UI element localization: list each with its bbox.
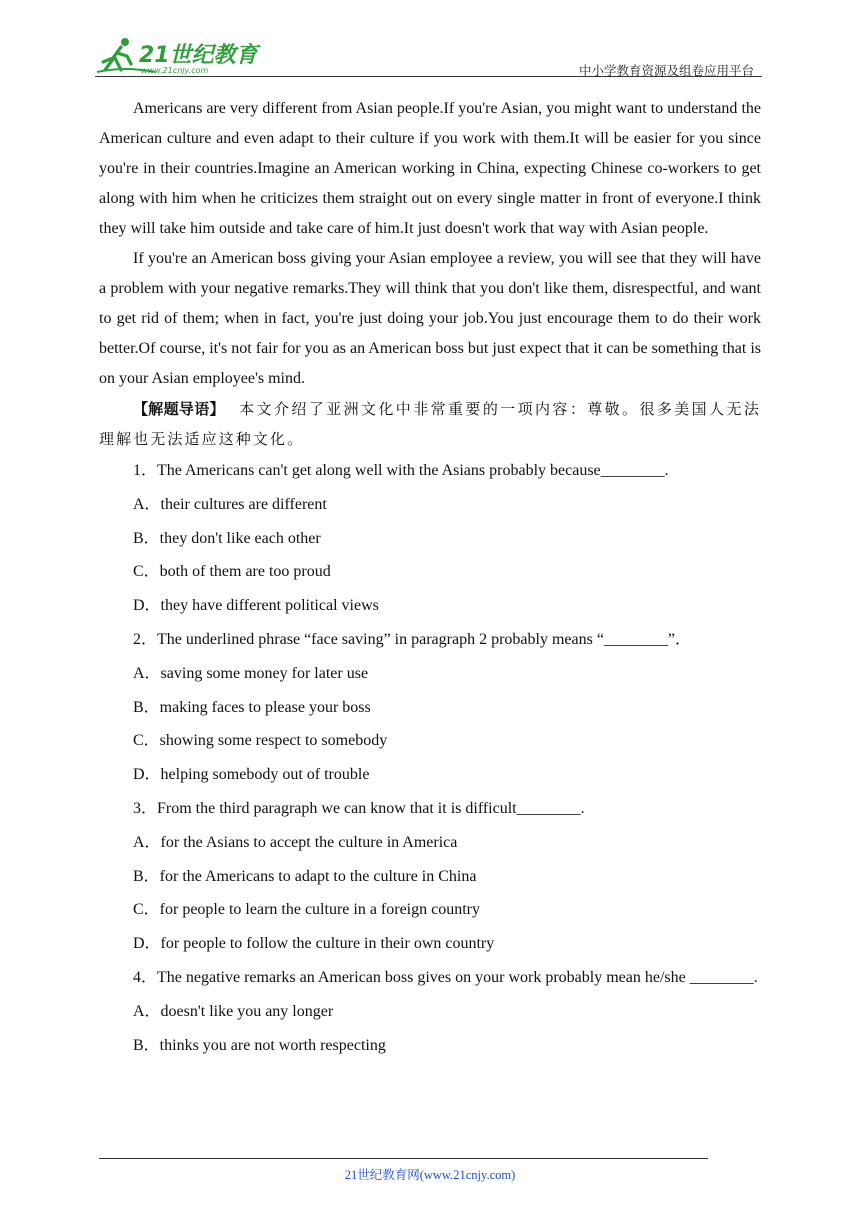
option-a: A．for the Asians to accept the culture in America: [133, 833, 458, 851]
option-b: B．for the Americans to adapt to the culture in China: [133, 867, 477, 885]
question-stem: 3．From the third paragraph we can know that it is difficult________.: [133, 799, 585, 817]
option-c: C．for people to learn the culture in a foreign country: [133, 901, 480, 919]
guide-tag: 【解题导语】: [133, 400, 225, 418]
logo-text: 21世纪教育: [139, 43, 258, 68]
question-stem: 4．The negative remarks an American boss gives on your work probably mean he/she ________.: [133, 968, 758, 986]
option-d: D．for people to follow the culture in their own country: [133, 935, 495, 953]
paragraph-2: If you're an American boss giving your Asian employee a review, you will see that they will have a problem with your negative remarks.They will think that you don't like them, disrespectful, and want to get rid of them; when in fact, you're just doing your job.You just encourage them to do their work better.Of course, it's not fair for you as an American boss but just expect that it can be something that is on your Asian employee's mind.: [99, 250, 761, 387]
document-body: [99, 94, 761, 1062]
logo-url: www.21cnjy.com: [141, 66, 209, 75]
question-2: [99, 623, 761, 792]
question-stem: 1．The Americans can't get along well with the Asians probably because________.: [133, 462, 669, 479]
footer-divider: [99, 1158, 708, 1159]
option-c: C．showing some respect to somebody: [133, 732, 388, 750]
option-c: C．both of them are too proud: [133, 563, 331, 581]
header-platform-text: 中小学教育资源及组卷应用平台: [578, 63, 754, 78]
guide-note: [99, 394, 761, 454]
question-3: [99, 792, 761, 961]
question-4: [99, 961, 761, 1062]
footer-text: 21世纪教育网(www.21cnjy.com): [344, 1168, 516, 1182]
header-divider: [95, 76, 762, 77]
question-1: [99, 454, 761, 623]
option-b: B．thinks you are not worth respecting: [133, 1036, 386, 1054]
option-b: B．making faces to please your boss: [133, 698, 371, 716]
option-a: A．doesn't like you any longer: [133, 1002, 334, 1020]
paragraph-1: Americans are very different from Asian people.If you're Asian, you might want to understand the American culture and even adapt to their culture if you work with them.It will be easier for you since you're in their countries.Imagine an American working in China, expecting Chinese co-workers to get along with him when he criticizes them straight out on every single matter in front of everyone.I think they will take him outside and take care of him.It just doesn't work that way with Asian people.: [99, 100, 761, 237]
21cnjy-logo: [95, 36, 265, 76]
guide-text: 本文介绍了亚洲文化中非常重要的一项内容：尊敬。很多美国人无法理解也无法适应这种文化。: [99, 400, 761, 448]
question-stem: 2．The underlined phrase “face saving” in paragraph 2 probably means “________”．: [133, 630, 692, 648]
option-a: A．their cultures are different: [133, 495, 327, 513]
page-header: [95, 36, 762, 78]
option-b: B．they don't like each other: [133, 529, 321, 547]
option-d: D．helping somebody out of trouble: [133, 766, 370, 784]
option-d: D．they have different political views: [133, 597, 379, 615]
option-a: A．saving some money for later use: [133, 664, 369, 682]
